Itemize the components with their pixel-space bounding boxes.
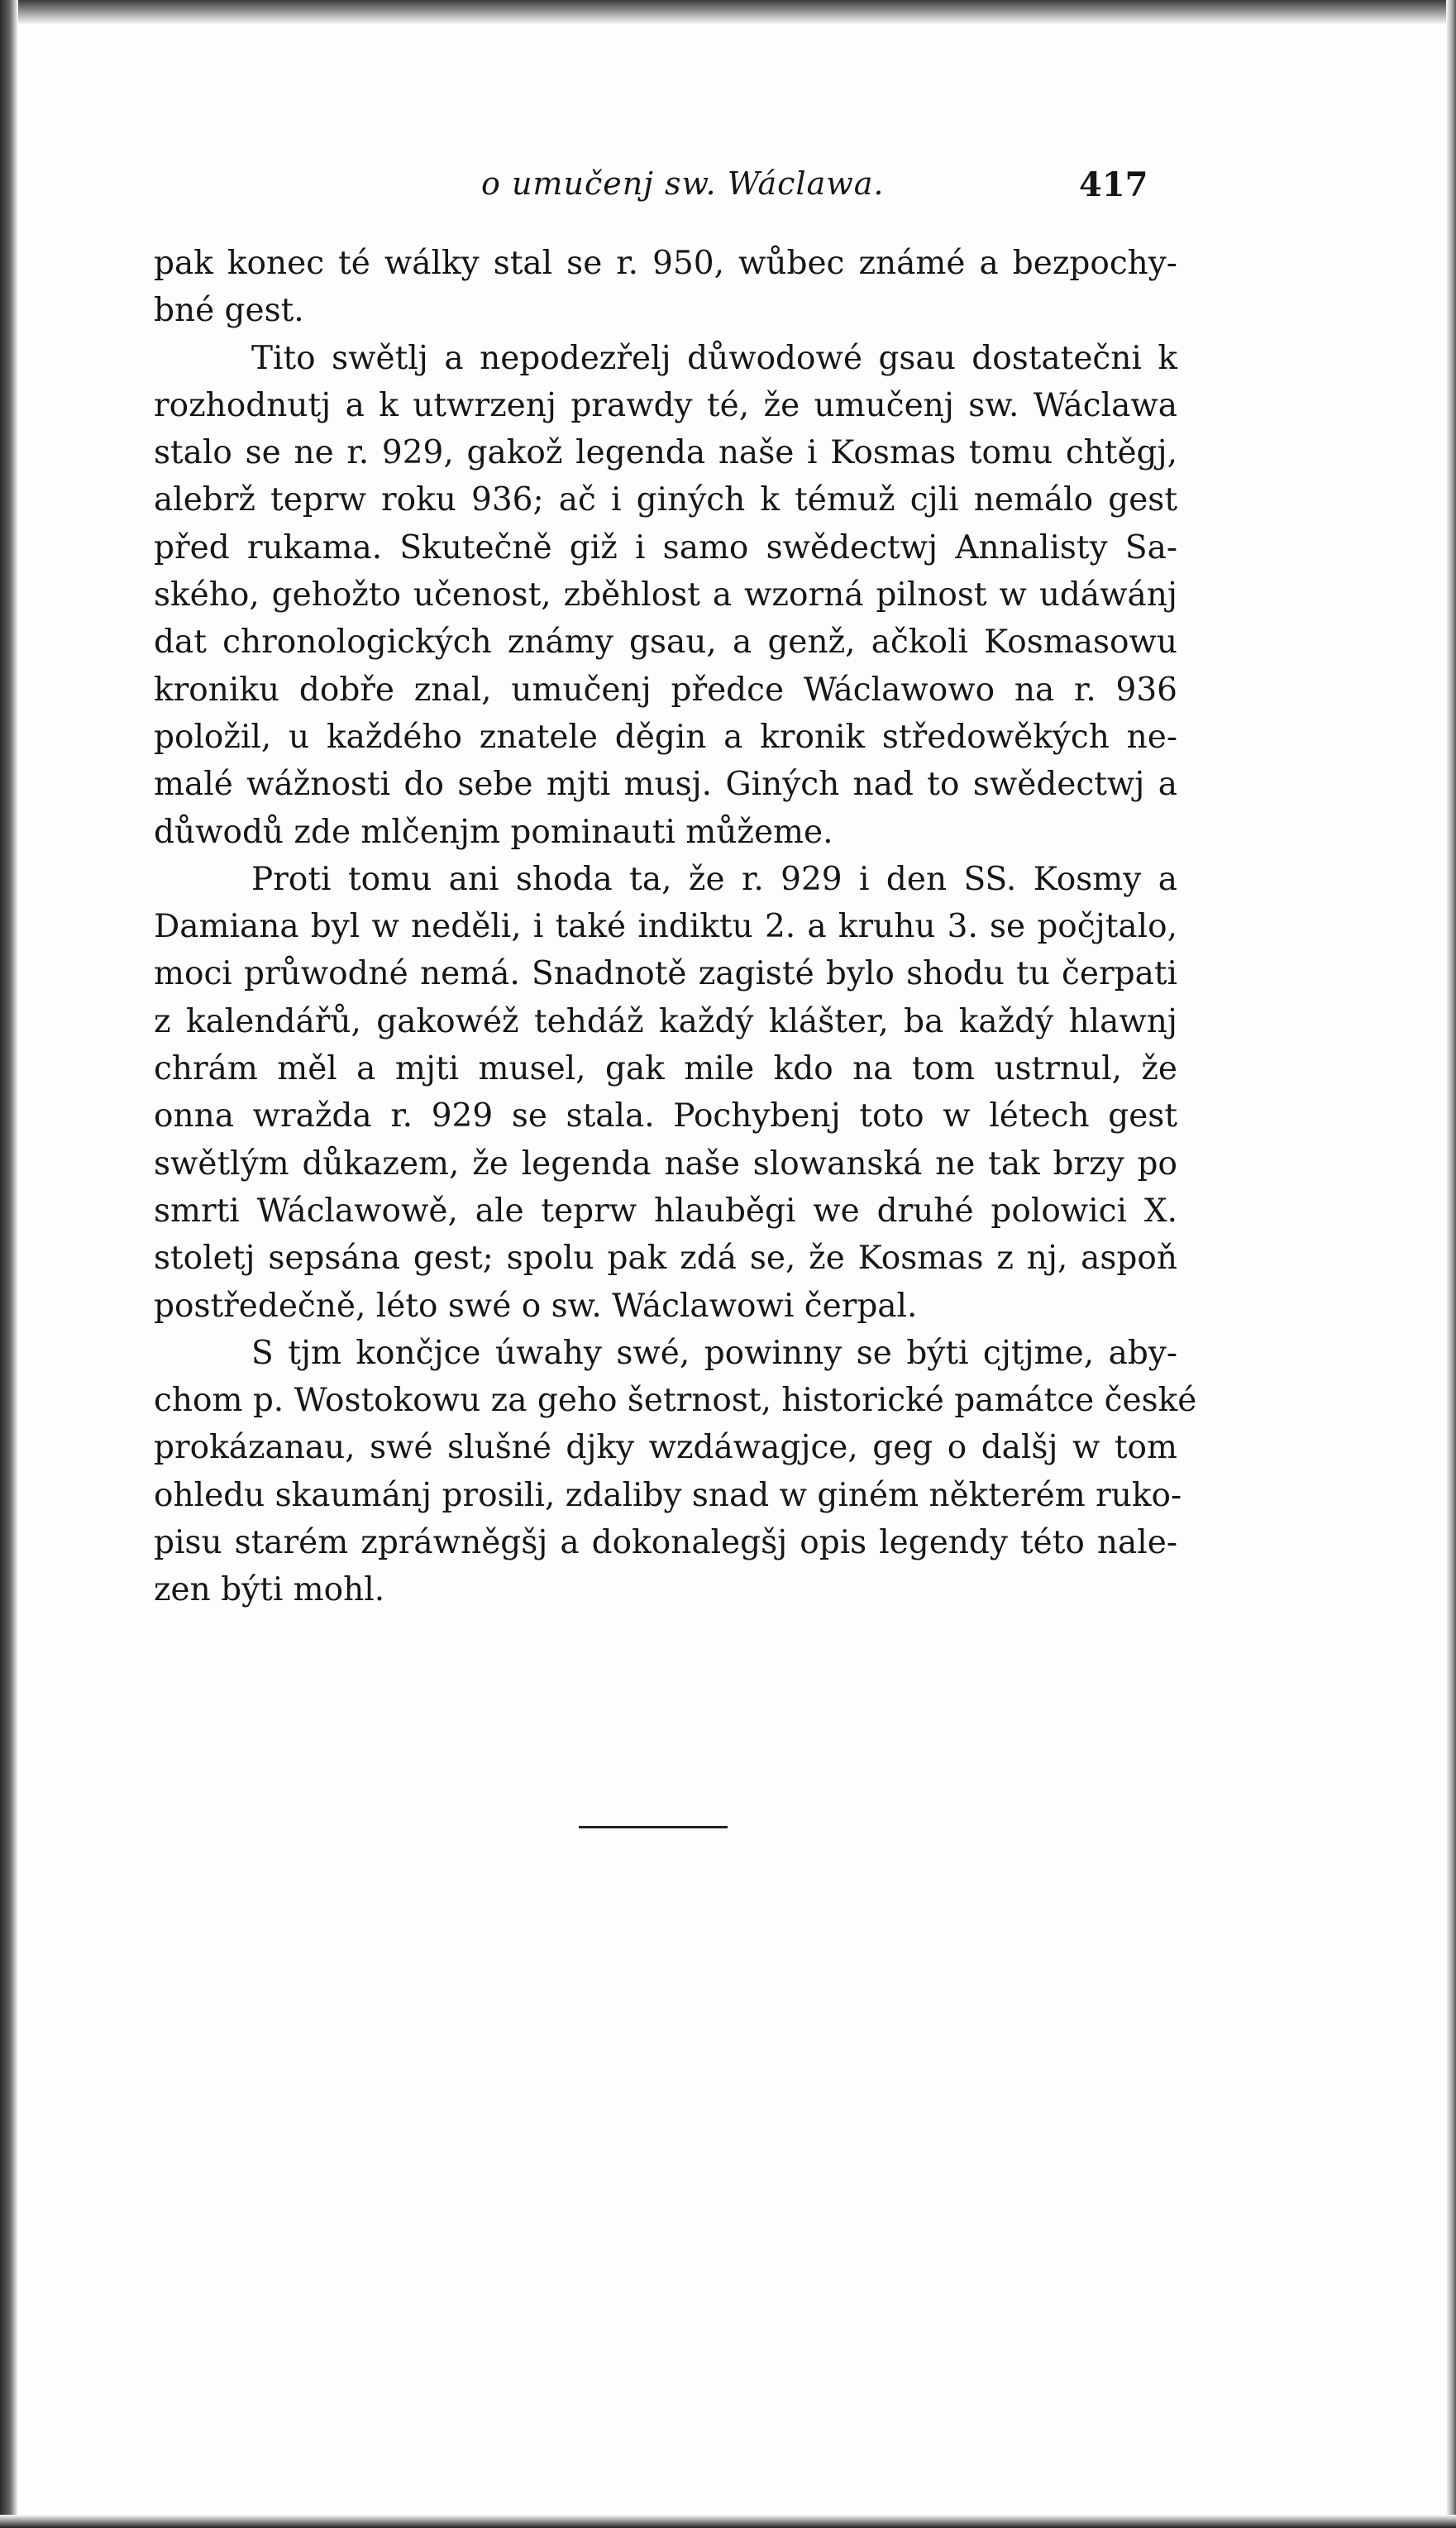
- text-line: pisu starém zpráwněgšj a dokonalegšj opis legendy této nale-: [154, 1524, 1177, 1562]
- text-line: stoletj sepsána gest; spolu pak zdá se, že Kosmas z nj, aspoň: [154, 1240, 1177, 1278]
- text-line: alebrž teprw roku 936; ač i giných k témuž cjli nemálo gest: [154, 481, 1177, 519]
- text-line: smrti Wáclawowě, ale teprw hlauběgi we druhé polowici X.: [154, 1192, 1177, 1230]
- page-number: 417: [1079, 165, 1148, 204]
- text-line: bné gest.: [154, 292, 304, 330]
- text-line: pak konec té wálky stal se r. 950, wůbec známé a bezpochy-: [154, 245, 1177, 282]
- text-line: malé wážnosti do sebe mjti musj. Giných nad to swědectwj a: [154, 766, 1177, 804]
- text-line: swětlým důkazem, že legenda naše slowanská ne tak brzy po: [154, 1145, 1177, 1183]
- text-line: ohledu skaumánj prosili, zdaliby snad w giném některém ruko-: [154, 1476, 1182, 1514]
- page-edge-right: [1446, 0, 1456, 2528]
- text-line: z kalendářů, gakowéž tehdáž každý klášter, ba každý hlawnj: [154, 1002, 1177, 1040]
- text-line: položil, u každého znatele děgin a kronik středowěkých ne-: [154, 718, 1177, 756]
- running-title: o umučenj sw. Wáclawa.: [481, 165, 885, 202]
- text-body: [154, 240, 1197, 1614]
- text-line: kroniku dobře znal, umučenj předce Wáclawowo na r. 936: [154, 671, 1177, 709]
- text-line: stalo se ne r. 929, gakož legenda naše i Kosmas tomu chtěgj,: [154, 434, 1177, 472]
- text-line: dat chronologických známy gsau, a genž, ačkoli Kosmasowu: [154, 624, 1177, 662]
- book-binding-edge: [0, 0, 18, 2528]
- page-header: [0, 165, 1456, 215]
- page-edge-bottom: [0, 2515, 1456, 2528]
- text-line: před rukama. Skutečně giž i samo swědectwj Annalisty Sa-: [154, 528, 1177, 566]
- end-rule: [579, 1826, 728, 1828]
- text-line: chom p. Wostokowu za geho šetrnost, historické památce české: [154, 1382, 1197, 1420]
- text-line: postředečně, léto swé o sw. Wáclawowi čerpal.: [154, 1287, 918, 1325]
- text-line: rozhodnutj a k utwrzenj prawdy té, že umučenj sw. Wáclawa: [154, 386, 1177, 424]
- text-line: ského, gehožto učenost, zběhlost a wzorná pilnost w udáwánj: [154, 576, 1177, 614]
- text-line: zen býti mohl.: [154, 1571, 385, 1609]
- text-line: Damiana byl w neděli, i také indiktu 2. a kruhu 3. se počjtalo,: [154, 908, 1177, 946]
- text-line: moci průwodné nemá. Snadnotě zagisté bylo shodu tu čerpati: [154, 955, 1177, 993]
- text-line: chrám měl a mjti musel, gak mile kdo na tom ustrnul, že: [154, 1050, 1177, 1088]
- text-line: prokázanau, swé slušné djky wzdáwagjce, geg o dalšj w tom: [154, 1429, 1177, 1467]
- scan-shadow-top: [0, 0, 1456, 25]
- text-line: onna wražda r. 929 se stala. Pochybenj toto w létech gest: [154, 1097, 1177, 1135]
- text-line: důwodů zde mlčenjm pominauti můžeme.: [154, 813, 833, 851]
- text-line: Proti tomu ani shoda ta, že r. 929 i den SS. Kosmy a: [251, 860, 1177, 898]
- text-line: Tito swětlj a nepodezřelj důwodowé gsau dostatečni k: [251, 339, 1177, 377]
- text-line: S tjm končjce úwahy swé, powinny se býti cjtjme, aby-: [251, 1334, 1177, 1372]
